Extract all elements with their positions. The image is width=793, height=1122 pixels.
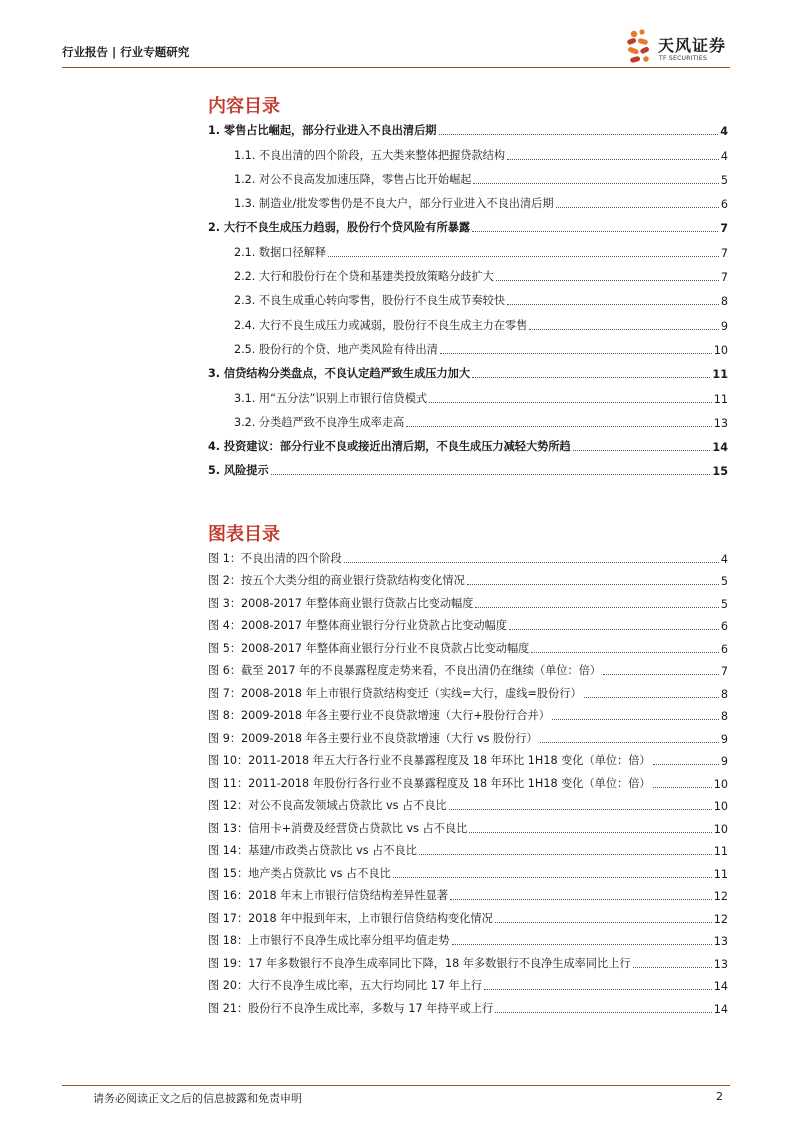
figure-entry-page[interactable]: 8: [720, 710, 728, 723]
dot-leader: [449, 809, 712, 810]
toc-entry-label[interactable]: 4. 投资建议：部分行业不良或接近出清后期，不良生成压力减轻大势所趋: [208, 440, 571, 454]
figure-entry[interactable]: [208, 546, 728, 569]
figure-entry[interactable]: [208, 636, 728, 659]
figure-entry-page[interactable]: 10: [713, 777, 728, 791]
toc-entry-label[interactable]: 2.3. 不良生成重心转向零售，股份行不良生成节奏较快: [234, 294, 506, 308]
figure-entry[interactable]: [208, 704, 728, 727]
figure-entry[interactable]: [208, 749, 728, 772]
toc-entry-page[interactable]: 15: [712, 465, 728, 479]
toc-entry[interactable]: [208, 410, 728, 434]
figure-entry[interactable]: [208, 974, 728, 997]
figure-entry-label[interactable]: 图 3：2008-2017 年整体商业银行贷款占比变动幅度: [208, 596, 474, 610]
figure-entry-page[interactable]: 8: [720, 687, 728, 701]
toc-entry-label[interactable]: 1.2. 对公不良高发加速压降，零售占比开始崛起: [234, 172, 472, 186]
dot-leader: [406, 426, 711, 427]
figure-entry-label[interactable]: 图 7：2008-2018 年上市银行贷款结构变迁（实线=大行，虚线=股份行）: [208, 686, 582, 700]
dot-leader: [573, 450, 711, 451]
figure-entry-label[interactable]: 图 4：2008-2017 年整体商业银行分行业贷款占比变动幅度: [208, 619, 507, 632]
dot-leader: [603, 674, 719, 675]
dot-leader: [484, 989, 712, 990]
figure-entry-label[interactable]: 图 14：基建/市政类占贷款比 vs 占不良比: [208, 844, 417, 857]
figures-title: 图表目录: [208, 524, 280, 545]
figure-entry-page[interactable]: 11: [713, 867, 728, 881]
dot-leader: [439, 134, 719, 135]
figure-entry[interactable]: [208, 906, 728, 929]
toc-entry-page[interactable]: 13: [713, 416, 728, 430]
figure-entry[interactable]: [208, 771, 728, 794]
toc-entry[interactable]: [208, 288, 728, 312]
dot-leader: [469, 832, 711, 833]
figure-entry-label[interactable]: 图 5：2008-2017 年整体商业银行分行业不良贷款占比变动幅度: [208, 641, 530, 655]
tf-securities-logo: [624, 28, 734, 68]
figure-entry[interactable]: [208, 659, 728, 682]
dot-leader: [450, 899, 712, 900]
figure-entry-page[interactable]: 6: [720, 642, 728, 656]
dot-leader: [496, 280, 719, 281]
toc-entry-label[interactable]: 2.1. 数据口径解释: [234, 245, 327, 259]
dot-leader: [467, 584, 719, 585]
dot-leader: [556, 207, 719, 208]
figure-entry-label[interactable]: 图 16：2018 年末上市银行信贷结构差异性显著: [208, 889, 449, 902]
dot-leader: [540, 742, 719, 743]
figure-entry-label[interactable]: 图 8：2009-2018 年各主要行业不良贷款增速（大行+股份行合并）: [208, 709, 550, 722]
figure-entry-label[interactable]: 图 2：按五个大类分组的商业银行贷款结构变化情况: [208, 574, 465, 587]
toc-entry-label[interactable]: 5. 风险提示: [208, 464, 269, 478]
toc-entry-page[interactable]: 11: [713, 392, 728, 406]
toc-entry-label[interactable]: 3.2. 分类趋严致不良净生成率走高: [234, 415, 405, 429]
toc-entry[interactable]: [208, 215, 728, 239]
figure-entry-page[interactable]: 13: [713, 935, 728, 948]
figure-entry-label[interactable]: 图 12：对公不良高发领域占贷款比 vs 占不良比: [208, 799, 447, 812]
toc-entry-page[interactable]: 6: [720, 198, 728, 212]
figure-entry[interactable]: [208, 839, 728, 862]
dot-leader: [328, 256, 719, 257]
toc-entry[interactable]: [208, 239, 728, 263]
figure-entry[interactable]: [208, 614, 728, 637]
dot-leader: [495, 922, 712, 923]
toc-entry[interactable]: [208, 167, 728, 191]
toc-entry-page[interactable]: 9: [720, 319, 728, 333]
toc-entry-page[interactable]: 11: [712, 368, 728, 382]
figure-entry-page[interactable]: 7: [720, 665, 728, 678]
figure-entry-label[interactable]: 图 11：2011-2018 年股份行各行业不良暴露程度及 18 年环比 1H18 变化（单位：倍）: [208, 776, 651, 790]
figure-entry[interactable]: [208, 726, 728, 749]
toc-entry[interactable]: [208, 312, 728, 336]
toc-entry[interactable]: [208, 191, 728, 215]
toc-entry-label[interactable]: 2.4. 大行不良生成压力或减弱，股份行不良生成主力在零售: [234, 318, 528, 332]
logo-mark-icon: [624, 28, 658, 68]
dot-leader: [529, 329, 718, 330]
dot-leader: [653, 764, 719, 765]
figure-entry-label[interactable]: 图 15：地产类占贷款比 vs 占不良比: [208, 866, 391, 880]
figure-entry[interactable]: [208, 591, 728, 614]
table-of-contents: [208, 118, 728, 482]
figure-entry-label[interactable]: 图 9：2009-2018 年各主要行业不良贷款增速（大行 vs 股份行）: [208, 731, 538, 745]
dot-leader: [472, 231, 718, 232]
dot-leader: [509, 629, 719, 630]
figure-entry[interactable]: [208, 681, 728, 704]
figure-entry[interactable]: [208, 996, 728, 1019]
toc-entry-page[interactable]: 4: [720, 149, 728, 163]
figure-entry[interactable]: [208, 884, 728, 907]
dot-leader: [271, 474, 711, 475]
page-number: 2: [716, 1090, 723, 1103]
toc-entry-page[interactable]: 14: [712, 441, 728, 455]
figure-entry-page[interactable]: 5: [720, 575, 728, 588]
figure-entry-label[interactable]: 图 10：2011-2018 年五大行各行业不良暴露程度及 18 年环比 1H18 变化（单位：倍）: [208, 754, 651, 767]
dot-leader: [552, 719, 719, 720]
toc-entry-label[interactable]: 1.1. 不良出清的四个阶段，五大类来整体把握贷款结构: [234, 148, 506, 162]
dot-leader: [495, 1012, 711, 1013]
dot-leader: [472, 377, 710, 378]
figure-entry-label[interactable]: 图 20：大行不良净生成比率，五大行均同比 17 年上行: [208, 979, 483, 992]
dot-leader: [653, 787, 712, 788]
toc-entry-page[interactable]: 8: [720, 295, 728, 309]
toc-entry[interactable]: [208, 361, 728, 385]
toc-entry-label[interactable]: 2.2. 大行和股份行在个贷和基建类投放策略分歧扩大: [234, 270, 494, 284]
figure-entry[interactable]: [208, 929, 728, 952]
dot-leader: [344, 562, 719, 563]
figure-entry-label[interactable]: 图 13：信用卡+消费及经营贷占贷款比 vs 占不良比: [208, 821, 468, 835]
dot-leader: [393, 877, 712, 878]
toc-entry-page[interactable]: 10: [713, 343, 728, 357]
toc-title: 内容目录: [208, 96, 280, 117]
figure-entry-page[interactable]: 14: [713, 1002, 728, 1016]
header-title: 行业报告 | 行业专题研究: [62, 45, 190, 59]
dot-leader: [475, 607, 718, 608]
figure-entry-label[interactable]: 图 1：不良出清的四个阶段: [208, 551, 342, 565]
toc-entry[interactable]: [208, 385, 728, 409]
figure-entry-page[interactable]: 10: [713, 822, 728, 836]
dot-leader: [440, 353, 712, 354]
figure-entry-page[interactable]: 12: [713, 890, 728, 903]
logo-english-name: TF SECURITIES: [659, 55, 708, 62]
figure-entry[interactable]: [208, 569, 728, 592]
footer-disclaimer: 请务必阅读正文之后的信息披露和免责申明: [93, 1092, 302, 1105]
figure-entry-page[interactable]: 9: [720, 732, 728, 746]
dot-leader: [507, 304, 719, 305]
toc-entry-page[interactable]: 7: [720, 222, 728, 236]
figure-entry[interactable]: [208, 816, 728, 839]
dot-leader: [429, 402, 712, 403]
dot-leader: [507, 159, 719, 160]
toc-entry-label[interactable]: 3.1. 用“五分法”识别上市银行信贷模式: [234, 391, 428, 405]
footer-divider: [62, 1085, 730, 1086]
toc-entry-label[interactable]: 2.5. 股份行的个贷、地产类风险有待出清: [234, 342, 438, 356]
toc-entry[interactable]: [208, 337, 728, 361]
toc-entry[interactable]: [208, 118, 728, 142]
toc-entry-page[interactable]: 5: [720, 173, 728, 187]
toc-entry-page[interactable]: 7: [720, 246, 728, 260]
toc-entry[interactable]: [208, 434, 728, 458]
figure-entry-page[interactable]: 4: [720, 552, 728, 566]
logo-chinese-name: 天风证券: [658, 36, 727, 55]
dot-leader: [473, 183, 718, 184]
figure-entry-label[interactable]: 图 6：截至 2017 年的不良暴露程度走势来看，不良出清仍在继续（单位：倍）: [208, 664, 602, 677]
toc-entry-page[interactable]: 7: [720, 271, 728, 285]
figure-entry-label[interactable]: 图 18：上市银行不良净生成比率分组平均值走势: [208, 934, 450, 947]
toc-entry[interactable]: [208, 142, 728, 166]
toc-entry-label[interactable]: 1.3. 制造业/批发零售仍是不良大户，部分行业进入不良出清后期: [234, 197, 554, 211]
figure-entry-page[interactable]: 10: [713, 800, 728, 813]
header-divider: [62, 67, 730, 68]
figure-entry-page[interactable]: 11: [713, 845, 728, 858]
dot-leader: [584, 697, 719, 698]
figure-entry-label[interactable]: 图 17：2018 年中报到年末，上市银行信贷结构变化情况: [208, 911, 493, 925]
figure-entry-page[interactable]: 14: [713, 980, 728, 993]
dot-leader: [419, 854, 712, 855]
figure-entry-page[interactable]: 12: [713, 912, 728, 926]
figure-entry-label[interactable]: 图 19：17 年多数银行不良净生成率同比下降，18 年多数银行不良净生成率同比上行: [208, 956, 631, 970]
toc-entry-label[interactable]: 1. 零售占比崛起，部分行业进入不良出清后期: [208, 124, 437, 138]
figure-entry[interactable]: [208, 861, 728, 884]
figure-entry-page[interactable]: 6: [720, 620, 728, 633]
toc-entry[interactable]: [208, 458, 728, 482]
figure-entry[interactable]: [208, 794, 728, 817]
dot-leader: [452, 944, 712, 945]
dot-leader: [633, 967, 712, 968]
figure-entry[interactable]: [208, 951, 728, 974]
figure-entry-page[interactable]: 5: [720, 597, 728, 611]
figure-entry-page[interactable]: 9: [720, 755, 728, 768]
figure-entry-page[interactable]: 13: [713, 957, 728, 971]
toc-entry-label[interactable]: 2. 大行不良生成压力趋弱，股份行个贷风险有所暴露: [208, 221, 471, 235]
toc-entry[interactable]: [208, 264, 728, 288]
toc-entry-label[interactable]: 3. 信贷结构分类盘点，不良认定趋严致生成压力加大: [208, 367, 471, 381]
toc-entry-page[interactable]: 4: [720, 125, 728, 139]
dot-leader: [531, 652, 719, 653]
list-of-figures: [208, 546, 728, 1019]
figure-entry-label[interactable]: 图 21：股份行不良净生成比率，多数与 17 年持平或上行: [208, 1001, 494, 1015]
